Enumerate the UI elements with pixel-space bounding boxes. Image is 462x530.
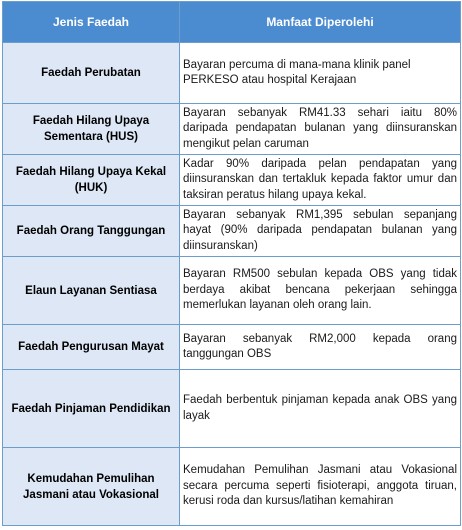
benefit-description-cell: Faedah berbentuk pinjaman kepada anak OBS yang layak	[180, 370, 461, 448]
benefit-type-cell: Faedah Orang Tanggungan	[3, 206, 180, 257]
benefit-type-cell: Faedah Perubatan	[3, 43, 180, 104]
benefit-type-cell: Kemudahan Pemulihan Jasmani atau Vokasional	[3, 448, 180, 526]
benefit-type-cell: Faedah Pinjaman Pendidikan	[3, 370, 180, 448]
benefit-description-cell: Bayaran sebanyak RM2,000 kepada orang tanggungan OBS	[180, 325, 461, 370]
benefit-type-cell: Elaun Layanan Sentiasa	[3, 257, 180, 325]
table-row	[3, 104, 461, 155]
benefit-description-cell: Bayaran sebanyak RM41.33 sehari iaitu 80% daripada pendapatan bulanan yang diinsuranskan mengikut pelan caruman	[180, 104, 461, 155]
benefit-description-cell: Kadar 90% daripada pelan pendapatan yang diinsuranskan dan tertakluk kepada faktor umur dan taksiran peratus hilang upaya kekal.	[180, 155, 461, 206]
benefit-type-cell: Faedah Hilang Upaya Sementara (HUS)	[3, 104, 180, 155]
table-row	[3, 448, 461, 526]
table-row	[3, 206, 461, 257]
table-row	[3, 155, 461, 206]
header-benefit-received: Manfaat Diperolehi	[180, 2, 461, 43]
benefit-type-cell: Faedah Hilang Upaya Kekal (HUK)	[3, 155, 180, 206]
table-row	[3, 370, 461, 448]
benefit-description-cell: Bayaran RM500 sebulan kepada OBS yang tidak berdaya akibat bencana pekerjaan sehingga memerlukan layanan oleh orang lain.	[180, 257, 461, 325]
table-row	[3, 325, 461, 370]
benefit-type-cell: Faedah Pengurusan Mayat	[3, 325, 180, 370]
table-row	[3, 43, 461, 104]
header-benefit-type: Jenis Faedah	[3, 2, 180, 43]
table-header-row	[3, 2, 461, 43]
benefit-description-cell: Bayaran percuma di mana-mana klinik panel PERKESO atau hospital Kerajaan	[180, 43, 461, 104]
benefits-table	[2, 1, 461, 526]
table-row	[3, 257, 461, 325]
benefit-description-cell: Bayaran sebanyak RM1,395 sebulan sepanjang hayat (90% daripada pendapatan bulanan yang diinsuranskan)	[180, 206, 461, 257]
benefit-description-cell: Kemudahan Pemulihan Jasmani atau Vokasional secara percuma seperti fisioterapi, anggota tiruan, kerusi roda dan kursus/latihan kemahiran	[180, 448, 461, 526]
